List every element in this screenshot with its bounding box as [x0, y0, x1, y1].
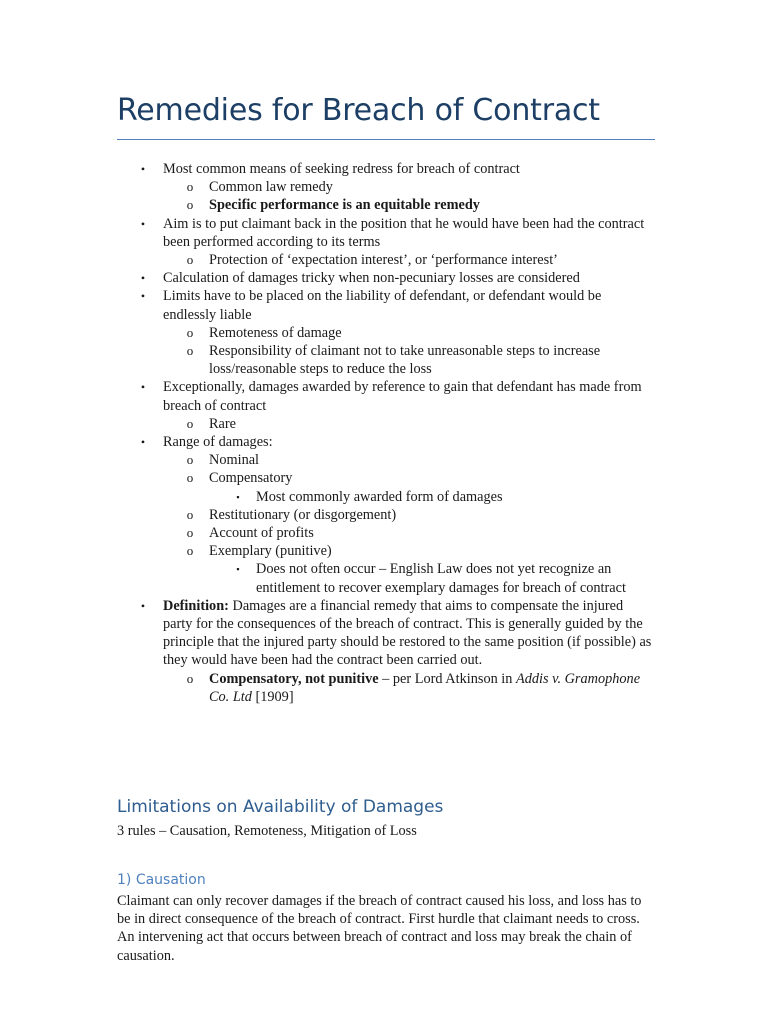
- text-run: Calculation of damages tricky when non-pecuniary losses are considered: [163, 270, 580, 287]
- text-run: Exceptionally, damages awarded by reference to gain that defendant has made from breach of contract: [163, 379, 642, 414]
- bullet-marker: ▪: [236, 491, 240, 502]
- causation-paragraphs: [117, 892, 657, 965]
- list-item: [0, 451, 768, 469]
- bullet-marker: o: [186, 415, 194, 431]
- list-item-text: [256, 560, 652, 596]
- list-item: [0, 342, 768, 378]
- text-run: Specific performance is an equitable remedy: [209, 197, 480, 214]
- bold-lead: Definition:: [163, 597, 229, 614]
- list-item-text: [209, 506, 649, 524]
- section-heading: Limitations on Availability of Damages: [117, 797, 444, 817]
- text-run: Most common means of seeking redress for breach of contract: [163, 161, 520, 177]
- text-run: Exemplary (punitive): [209, 543, 332, 560]
- text-run: Range of damages:: [163, 434, 273, 451]
- list-item-text: [209, 196, 649, 214]
- list-item: [0, 324, 768, 342]
- list-item-text: [163, 269, 653, 287]
- list-item: [0, 488, 768, 506]
- case-citation: Addis v. Gramophone Co. Ltd: [209, 670, 641, 705]
- list-item: [0, 524, 768, 542]
- section-subtitle: 3 rules – Causation, Remoteness, Mitigation of Loss: [117, 823, 417, 839]
- bullet-marker: o: [186, 525, 194, 541]
- bullet-marker: •: [140, 380, 146, 395]
- list-item-text: [209, 324, 649, 342]
- text-run: Does not often occur – English Law does not yet recognize an entitlement to recover exemplary damages for breach of contract: [256, 561, 626, 596]
- list-item: [0, 469, 768, 487]
- list-item-text: [209, 469, 649, 487]
- bullet-marker: •: [140, 598, 146, 613]
- bold-lead: Compensatory, not punitive: [209, 670, 379, 687]
- list-item: [0, 597, 768, 670]
- text-run: Rare: [209, 415, 236, 432]
- bullet-marker: •: [140, 216, 146, 231]
- list-item-text: [209, 342, 649, 378]
- list-item-text: [209, 670, 649, 706]
- bullet-marker: •: [140, 289, 146, 304]
- list-item: [0, 269, 768, 287]
- text-run: Most commonly awarded form of damages: [256, 488, 503, 505]
- text-run: Protection of ‘expectation interest’, or ‘performance interest’: [209, 252, 558, 269]
- list-item: [0, 506, 768, 524]
- bullet-marker: o: [186, 197, 194, 213]
- list-item-text: [163, 433, 653, 451]
- list-item: [0, 415, 768, 433]
- list-item: [0, 178, 768, 196]
- list-item-text: [209, 251, 649, 269]
- bullet-marker: o: [186, 252, 194, 268]
- bullet-marker: o: [186, 324, 194, 340]
- list-item-text: [209, 524, 649, 542]
- bullet-marker: o: [186, 506, 194, 522]
- bullet-marker: o: [186, 543, 194, 559]
- text-run: [1909]: [251, 688, 294, 705]
- list-item: [0, 160, 768, 178]
- text-run: Responsibility of claimant not to take unreasonable steps to increase loss/reasonable steps to reduce the loss: [209, 343, 601, 378]
- list-item: [0, 378, 768, 414]
- bullet-list: [0, 160, 768, 706]
- text-run: Limits have to be placed on the liability of defendant, or defendant would be endlessly liable: [163, 288, 602, 323]
- text-run: – per Lord Atkinson in: [378, 670, 517, 687]
- list-item: [0, 196, 768, 214]
- paragraph: Claimant can only recover damages if the breach of contract caused his loss, and loss has to be in direct consequence of the breach of contract. First hurdle that claimant needs to cross.: [117, 893, 642, 928]
- list-item-text: [163, 597, 653, 670]
- bullet-marker: •: [140, 435, 146, 450]
- bullet-marker: •: [140, 162, 146, 176]
- text-run: Common law remedy: [209, 179, 333, 196]
- text-run: Remoteness of damage: [209, 324, 342, 341]
- list-item-text: [209, 415, 649, 433]
- text-run: Compensatory: [209, 470, 293, 487]
- list-item-text: [163, 160, 653, 178]
- bullet-marker: o: [186, 343, 194, 359]
- text-run: Account of profits: [209, 525, 314, 542]
- bullet-marker: •: [140, 271, 146, 286]
- list-item-text: [163, 215, 653, 251]
- list-item: [0, 433, 768, 451]
- text-run: Aim is to put claimant back in the position that he would have been had the contract been performed according to its terms: [163, 215, 645, 250]
- page-title: Remedies for Breach of Contract: [117, 93, 600, 128]
- text-run: Damages are a financial remedy that aims to compensate the injured party for the consequences of the breach of contract. This is generally guided by the principle that the injured party should be restored to the same position (if possible) as they would have been had the contract been carried out.: [163, 597, 652, 669]
- list-item: [0, 215, 768, 251]
- list-item-text: [209, 451, 649, 469]
- text-run: Restitutionary (or disgorgement): [209, 506, 397, 523]
- subsection-heading: 1) Causation: [117, 872, 206, 888]
- list-item: [0, 560, 768, 596]
- list-item-text: [163, 378, 653, 414]
- bullet-marker: o: [186, 452, 194, 468]
- bullet-marker: ▪: [236, 564, 240, 575]
- list-item: [0, 287, 768, 323]
- paragraph: An intervening act that occurs between breach of contract and loss may break the chain of causation.: [117, 929, 632, 964]
- bullet-marker: o: [186, 470, 194, 486]
- list-item: [0, 670, 768, 706]
- list-item-text: [163, 287, 653, 323]
- list-item: [0, 542, 768, 560]
- list-item: [0, 251, 768, 269]
- list-item-text: [209, 178, 649, 196]
- list-item-text: [209, 542, 649, 560]
- list-item-text: [256, 488, 652, 506]
- bullet-marker: o: [186, 179, 194, 195]
- text-run: Nominal: [209, 452, 260, 469]
- title-underline: [117, 139, 655, 140]
- bullet-marker: o: [186, 670, 194, 686]
